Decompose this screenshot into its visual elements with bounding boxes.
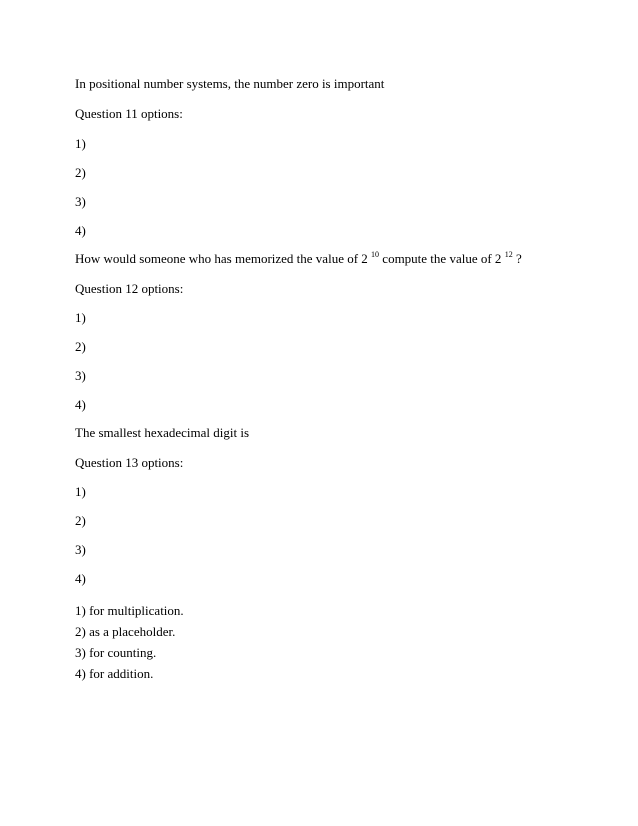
question-12-exponent-2: 12 bbox=[504, 250, 513, 259]
question-11-option-1: 1) bbox=[75, 136, 86, 151]
answer-item-3: 3) for counting. bbox=[75, 645, 157, 660]
question-13-option-2: 2) bbox=[75, 513, 86, 528]
question-11-options-label: Question 11 options: bbox=[75, 106, 183, 121]
question-12-prompt-after: ? bbox=[515, 251, 522, 266]
answer-item-1: 1) for multiplication. bbox=[75, 603, 184, 618]
question-12-option-3: 3) bbox=[75, 368, 86, 383]
question-11-option-4: 4) bbox=[75, 223, 86, 238]
question-12-prompt-before: How would someone who has memorized the value of 2 bbox=[75, 251, 368, 266]
question-13-prompt: The smallest hexadecimal digit is bbox=[75, 425, 250, 440]
answer-item-2: 2) as a placeholder. bbox=[75, 624, 176, 639]
question-12-prompt bbox=[75, 251, 522, 267]
question-12-option-1: 1) bbox=[75, 310, 86, 325]
question-12-option-4: 4) bbox=[75, 397, 86, 412]
question-12-options-label: Question 12 options: bbox=[75, 281, 184, 296]
question-11-option-2: 2) bbox=[75, 165, 86, 180]
question-13-option-3: 3) bbox=[75, 542, 86, 557]
question-11-prompt: In positional number systems, the number zero is important bbox=[75, 76, 385, 91]
question-13-option-1: 1) bbox=[75, 484, 86, 499]
question-12-option-2: 2) bbox=[75, 339, 86, 354]
question-11-option-3: 3) bbox=[75, 194, 86, 209]
question-13-options-label: Question 13 options: bbox=[75, 455, 184, 470]
question-13-option-4: 4) bbox=[75, 571, 86, 586]
question-12-exponent-1: 10 bbox=[371, 250, 380, 259]
answer-item-4: 4) for addition. bbox=[75, 666, 154, 681]
question-12-prompt-middle: compute the value of 2 bbox=[382, 251, 502, 266]
